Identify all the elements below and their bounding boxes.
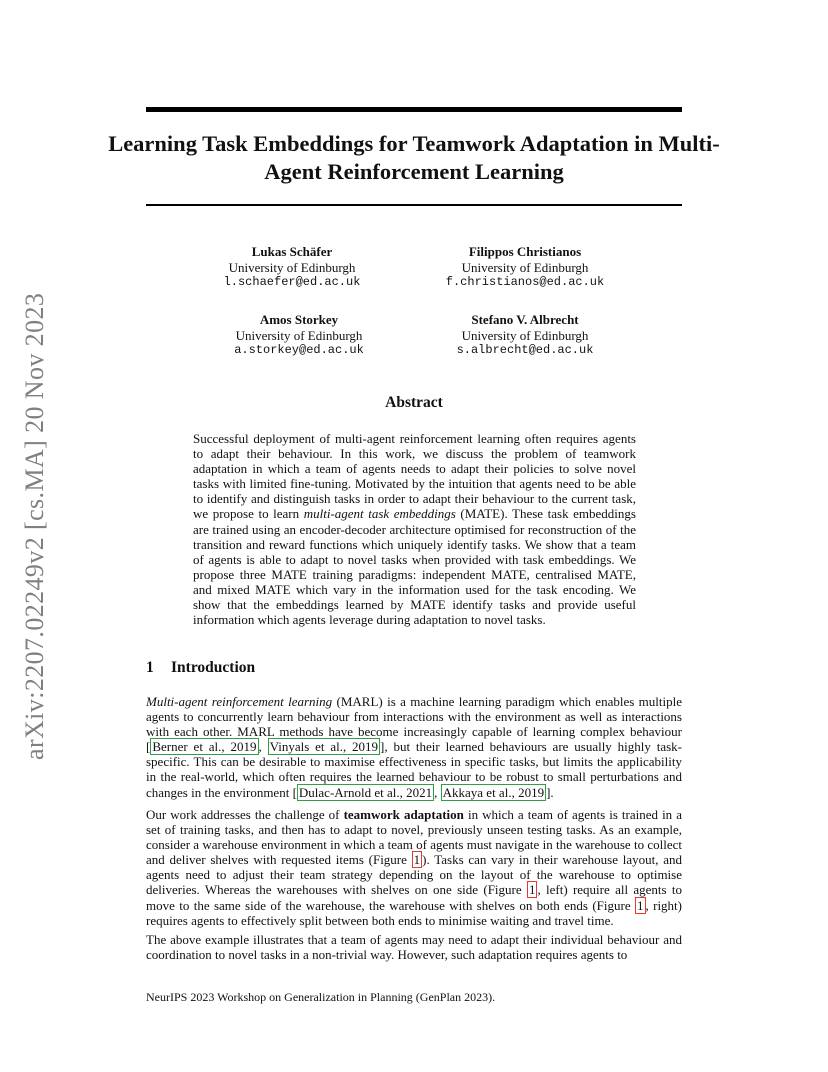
- section-title: Introduction: [171, 659, 256, 676]
- paper-title: Learning Task Embeddings for Teamwork Adaptation in Multi-Agent Reinforcement Learning: [108, 131, 720, 184]
- author-email[interactable]: a.storkey@ed.ac.uk: [234, 343, 364, 357]
- author-block: [410, 244, 640, 291]
- author-name: Amos Storkey: [259, 312, 339, 327]
- citation-link[interactable]: Vinyals et al., 2019: [269, 739, 379, 755]
- paragraph-text: (MARL) is a machine learning paradigm which enables multiple agents to concurrently learn behaviour from interactions with the environment as well as interactions with each other. MARL methods have become increasingly capable of learning complex behaviour [: [146, 694, 682, 755]
- author-name: Filippos Christianos: [468, 244, 582, 259]
- citation-link[interactable]: Akkaya et al., 2019: [442, 784, 545, 800]
- intro-paragraph: The above example illustrates that a team of agents may need to adapt their individual behaviour and coordination to novel tasks in a non-trivial way. However, such adaptation requires agents to: [146, 932, 682, 963]
- paragraph-text: ], but their learned behaviours are usually highly task-specific. This can be desirable to maximise effectiveness in specific tasks, but limits the applicability in the real-world, which often requires the learned behaviour to be robust to small perturbations and changes in the environment [: [146, 739, 682, 800]
- author-email[interactable]: l.schaefer@ed.ac.uk: [223, 275, 361, 289]
- paragraph-text: , left) require all agents to move to the same side of the warehouse, the warehouse with shelves on both ends (Figure: [146, 882, 682, 913]
- abstract-heading: Abstract: [385, 394, 443, 411]
- author-affiliation: University of Edinburgh: [228, 259, 356, 275]
- figure-reference-link[interactable]: 1: [637, 897, 644, 913]
- paragraph-emphasis: Multi-agent reinforcement learning: [146, 694, 333, 709]
- paragraph-text: ,: [258, 739, 268, 755]
- author-affiliation: University of Edinburgh: [461, 259, 589, 275]
- paragraph-bold: teamwork adaptation: [343, 807, 464, 822]
- author-name: Stefano V. Albrecht: [471, 312, 579, 327]
- arxiv-identifier-stamp: arXiv:2207.02249v2 [cs.MA] 20 Nov 2023: [20, 292, 49, 760]
- paragraph-text: , right) requires agents to effectively split between both ends to minimise waiting and travel time.: [146, 897, 682, 928]
- section-heading: [146, 659, 255, 677]
- paragraph-text: ,: [434, 784, 441, 800]
- intro-paragraph: [146, 807, 682, 928]
- abstract-body: [193, 431, 636, 627]
- citation-link[interactable]: Dulac-Arnold et al., 2021: [298, 784, 433, 800]
- author-block: [184, 312, 414, 359]
- figure-reference-link[interactable]: 1: [413, 852, 421, 868]
- author-affiliation: University of Edinburgh: [461, 327, 589, 343]
- page-footer: NeurIPS 2023 Workshop on Generalization in Planning (GenPlan 2023).: [146, 990, 496, 1004]
- abstract-text: Successful deployment of multi-agent reinforcement learning often requires agents to adapt their behaviour. In this work, we discuss the problem of teamwork adaptation in which a team of agents needs to adapt their policies to solve novel tasks with limited fine-tuning. Motivated by the intuition that agents need to be able to identify and distinguish tasks in order to adapt their behaviour to the current task, we propose to learn: [193, 431, 636, 522]
- figure-reference-link[interactable]: 1: [528, 882, 536, 898]
- author-name: Lukas Schäfer: [251, 244, 333, 259]
- author-block: [410, 312, 640, 359]
- intro-paragraph: [146, 694, 682, 800]
- paragraph-text: ].: [546, 784, 554, 800]
- author-email[interactable]: f.christianos@ed.ac.uk: [445, 275, 605, 289]
- top-rule: [146, 107, 682, 112]
- title-rule: [146, 204, 682, 206]
- citation-link[interactable]: Berner et al., 2019: [152, 739, 257, 755]
- section-number: 1: [146, 659, 154, 676]
- paragraph-text: Our work addresses the challenge of: [146, 807, 344, 822]
- author-email[interactable]: s.albrecht@ed.ac.uk: [456, 343, 594, 357]
- author-affiliation: University of Edinburgh: [235, 327, 363, 343]
- paragraph-text: ). Tasks can vary in their warehouse layout, and agents need to adjust their team strategy depending on the layout of the warehouse to optimise deliveries. Whereas the warehouses with shelves on one side (Figure: [146, 852, 682, 898]
- abstract-text: (MATE). These task embeddings are trained using an encoder-decoder architecture optimised for reconstruction of the transition and reward functions which uniquely identify tasks. We show that a team of agents is able to adapt to novel tasks when provided with task embeddings. We propose three MATE training paradigms: independent MATE, centralised MATE, and mixed MATE which vary in the information used for the task encoding. We show that the embeddings learned by MATE identify tasks and provide useful information which agents leverage during adaptation to novel tasks.: [193, 506, 636, 628]
- author-block: [177, 244, 407, 291]
- abstract-emphasis: multi-agent task embeddings: [303, 506, 456, 522]
- paragraph-text: in which a team of agents is trained in a set of training tasks, and then has to adapt to novel, previously unseen testing tasks. As an example, consider a warehouse environment in which a team of agents must navigate in the warehouse to collect and deliver shelves with requested items (Figure: [146, 807, 683, 868]
